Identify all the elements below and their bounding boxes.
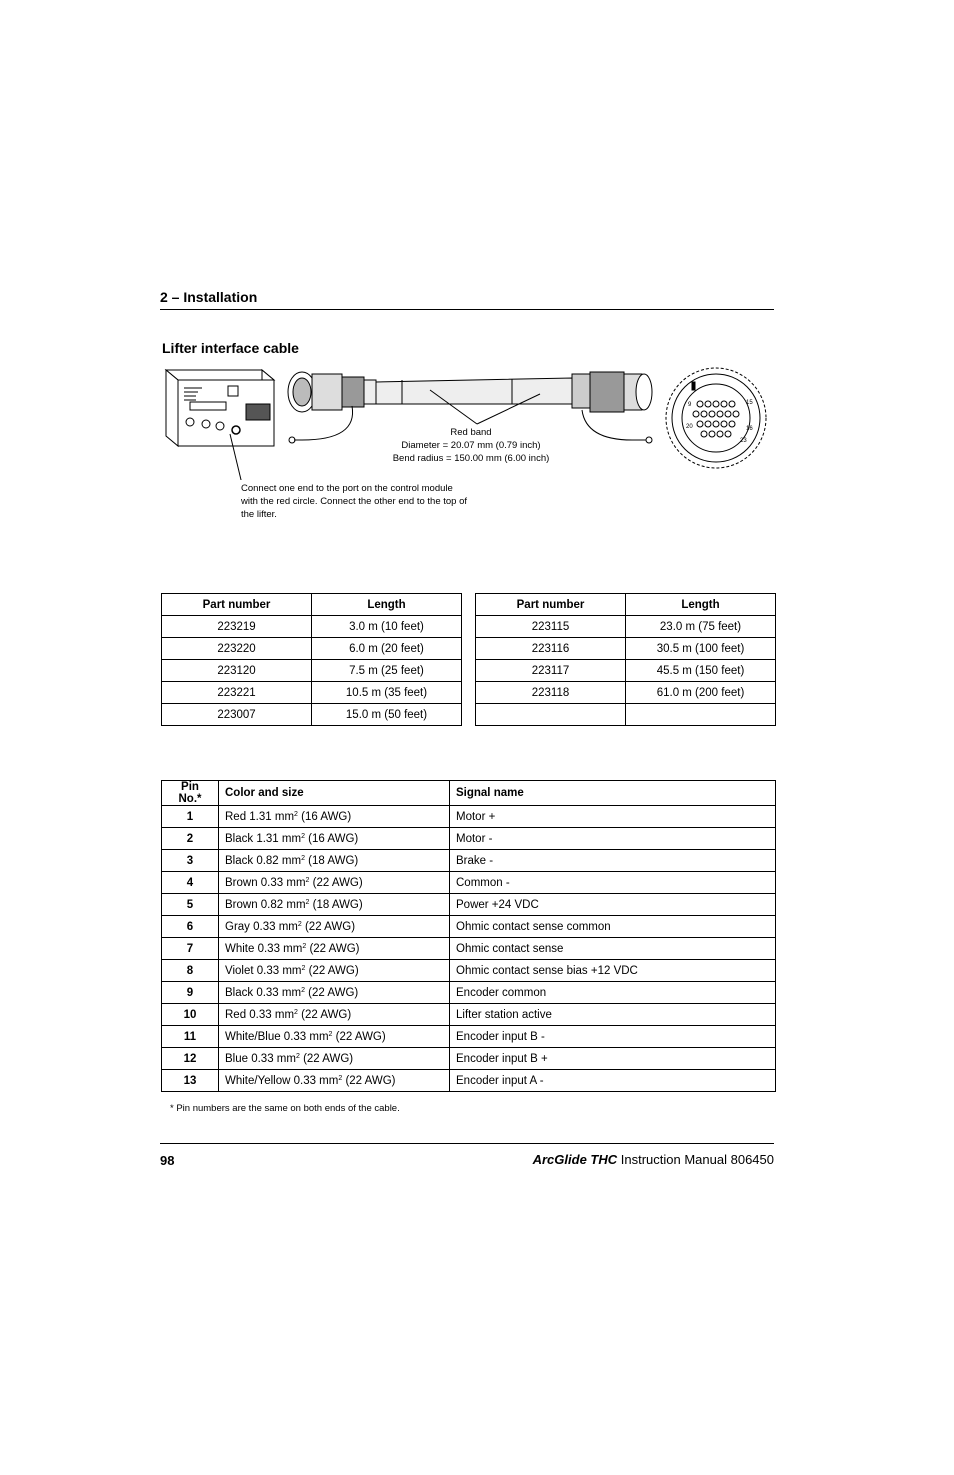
wire-color: Brown 0.82 mm [225,898,306,911]
page-number: 98 [160,1153,175,1168]
part-number [476,704,626,726]
part-number: 223118 [476,682,626,704]
color-size [219,938,450,960]
signal-name: Encoder input A - [450,1070,776,1092]
wire-gauge: (22 AWG) [335,1030,386,1043]
pin-label: 20 [686,424,693,430]
wire-gauge: (16 AWG) [301,810,352,823]
part-number: 223120 [162,660,312,682]
signal-name: Brake - [450,850,776,872]
signal-name: Motor - [450,828,776,850]
signal-name: Ohmic contact sense bias +12 VDC [450,960,776,982]
wire-gauge: (16 AWG) [308,832,359,845]
footnote: * Pin numbers are the same on both ends of the cable. [170,1103,400,1114]
table-row [162,916,776,938]
wire-gauge: (18 AWG) [312,898,363,911]
wire-gauge: (22 AWG) [309,942,360,955]
table-row [162,850,776,872]
color-size [219,1048,450,1070]
length: 6.0 m (20 feet) [312,638,462,660]
length: 7.5 m (25 feet) [312,660,462,682]
length: 45.5 m (150 feet) [626,660,776,682]
color-size [219,828,450,850]
table-row [162,616,462,638]
color-size [219,1026,450,1048]
column-header: Pin No.* [162,781,219,806]
table-row [162,894,776,916]
wire-color: Black 0.82 mm [225,854,302,867]
pin-number: 11 [162,1026,219,1048]
wire-gauge: (22 AWG) [312,876,363,889]
wire-gauge: (22 AWG) [301,1008,352,1021]
column-header: Color and size [219,781,450,806]
pin-label: 16 [746,426,753,432]
column-header: Part number [162,594,312,616]
length [626,704,776,726]
length: 30.5 m (100 feet) [626,638,776,660]
signal-name: Encoder common [450,982,776,1004]
signal-name: Common - [450,872,776,894]
table-row [476,638,776,660]
pin-assignment-table [161,780,776,1092]
column-header: Length [312,594,462,616]
table-row [162,1004,776,1026]
wire-color: Black 1.31 mm [225,832,302,845]
control-module-icon [166,370,274,446]
pin-number: 6 [162,916,219,938]
color-size [219,982,450,1004]
table-row [162,660,462,682]
column-header: Signal name [450,781,776,806]
column-header: Part number [476,594,626,616]
wire-gauge: (22 AWG) [345,1074,396,1087]
color-size [219,1004,450,1026]
cable-icon [376,378,572,404]
table-row [162,806,776,828]
part-number: 223007 [162,704,312,726]
connector-face-icon [666,368,766,468]
part-number-table-right [475,593,776,726]
table-row [162,938,776,960]
table-row [162,638,462,660]
wire-color: White/Yellow 0.33 mm [225,1074,339,1087]
color-size [219,960,450,982]
table-row [162,982,776,1004]
wire-color: Gray 0.33 mm [225,920,298,933]
wire-color: Blue 0.33 mm [225,1052,296,1065]
chapter-heading: 2 – Installation [160,289,258,305]
part-number: 223116 [476,638,626,660]
unit-superscript: 2 [301,832,305,840]
signal-name: Ohmic contact sense [450,938,776,960]
pin-label: 9 [688,402,692,408]
part-number: 223117 [476,660,626,682]
signal-name: Ohmic contact sense common [450,916,776,938]
pin-number: 2 [162,828,219,850]
callout-line: Bend radius = 150.00 mm (6.00 inch) [392,453,550,464]
wire-gauge: (22 AWG) [303,1052,354,1065]
pin-number: 9 [162,982,219,1004]
unit-superscript: 2 [295,1052,300,1060]
signal-name: Power +24 VDC [450,894,776,916]
part-number: 223220 [162,638,312,660]
wire-gauge: (22 AWG) [308,986,359,999]
pin-number: 4 [162,872,219,894]
part-number: 223221 [162,682,312,704]
unit-superscript: 2 [294,1008,298,1016]
footer-title [533,1152,774,1167]
part-number: 223115 [476,616,626,638]
wire-gauge: (18 AWG) [308,854,359,867]
unit-superscript: 2 [297,920,302,928]
column-header: Length [626,594,776,616]
color-size [219,872,450,894]
table-row [162,682,462,704]
length: 23.0 m (75 feet) [626,616,776,638]
part-number-table-left [161,593,462,726]
wire-color: Violet 0.33 mm [225,964,302,977]
table-row [476,704,776,726]
table-row [162,1048,776,1070]
signal-name: Encoder input B + [450,1048,776,1070]
color-size [219,894,450,916]
pin-number: 1 [162,806,219,828]
part-number: 223219 [162,616,312,638]
color-size [219,1070,450,1092]
unit-superscript: 2 [338,1074,343,1082]
cable-spec-callout [360,426,582,465]
table-row [162,960,776,982]
table-row [162,1070,776,1092]
unit-superscript: 2 [301,964,306,972]
wire-color: White 0.33 mm [225,942,303,955]
pin-number: 5 [162,894,219,916]
table-row [476,616,776,638]
unit-superscript: 2 [301,854,305,862]
pin-number: 7 [162,938,219,960]
table-row [162,828,776,850]
unit-superscript: 2 [294,810,298,818]
pin-label: 23 [740,438,747,444]
length: 3.0 m (10 feet) [312,616,462,638]
color-size [219,806,450,828]
pin-number: 8 [162,960,219,982]
right-connector-icon [572,372,652,412]
pin-number: 3 [162,850,219,872]
header-rule [160,309,774,310]
doc-number: 806450 [730,1152,774,1167]
signal-name: Lifter station active [450,1004,776,1026]
wire-gauge: (22 AWG) [308,964,359,977]
manual-label: Instruction Manual [620,1152,727,1167]
table-row [162,1026,776,1048]
wire-color: Brown 0.33 mm [225,876,306,889]
section-title: Lifter interface cable [162,340,299,356]
color-size [219,850,450,872]
table-row [476,660,776,682]
signal-name: Motor + [450,806,776,828]
callout-line: Red band [450,427,492,438]
wire-color: Red 1.31 mm [225,810,295,823]
pin-number: 13 [162,1070,219,1092]
unit-superscript: 2 [301,986,305,994]
wire-color: Black 0.33 mm [225,986,302,999]
wire-color: Red 0.33 mm [225,1008,295,1021]
unit-superscript: 2 [302,942,307,950]
wire-color: White/Blue 0.33 mm [225,1030,329,1043]
length: 15.0 m (50 feet) [312,704,462,726]
product-name: ArcGlide THC [532,1152,618,1167]
unit-superscript: 2 [305,876,310,884]
wire-gauge: (22 AWG) [304,920,356,933]
signal-name: Encoder input B - [450,1026,776,1048]
unit-superscript: 2 [305,898,310,906]
unit-superscript: 2 [328,1030,333,1038]
pin-number: 10 [162,1004,219,1026]
table-row [162,872,776,894]
footer-rule [160,1143,774,1144]
table-row [476,682,776,704]
callout-line: Diameter = 20.07 mm (0.79 inch) [401,440,541,451]
left-connector-icon [288,372,376,412]
pin-number: 12 [162,1048,219,1070]
color-size [219,916,450,938]
connection-callout: Connect one end to the port on the control module with the red circle. Connect the other end to the top of the lifter. [241,483,468,520]
length: 61.0 m (200 feet) [626,682,776,704]
pin-label: 15 [746,400,753,406]
table-row [162,704,462,726]
length: 10.5 m (35 feet) [312,682,462,704]
